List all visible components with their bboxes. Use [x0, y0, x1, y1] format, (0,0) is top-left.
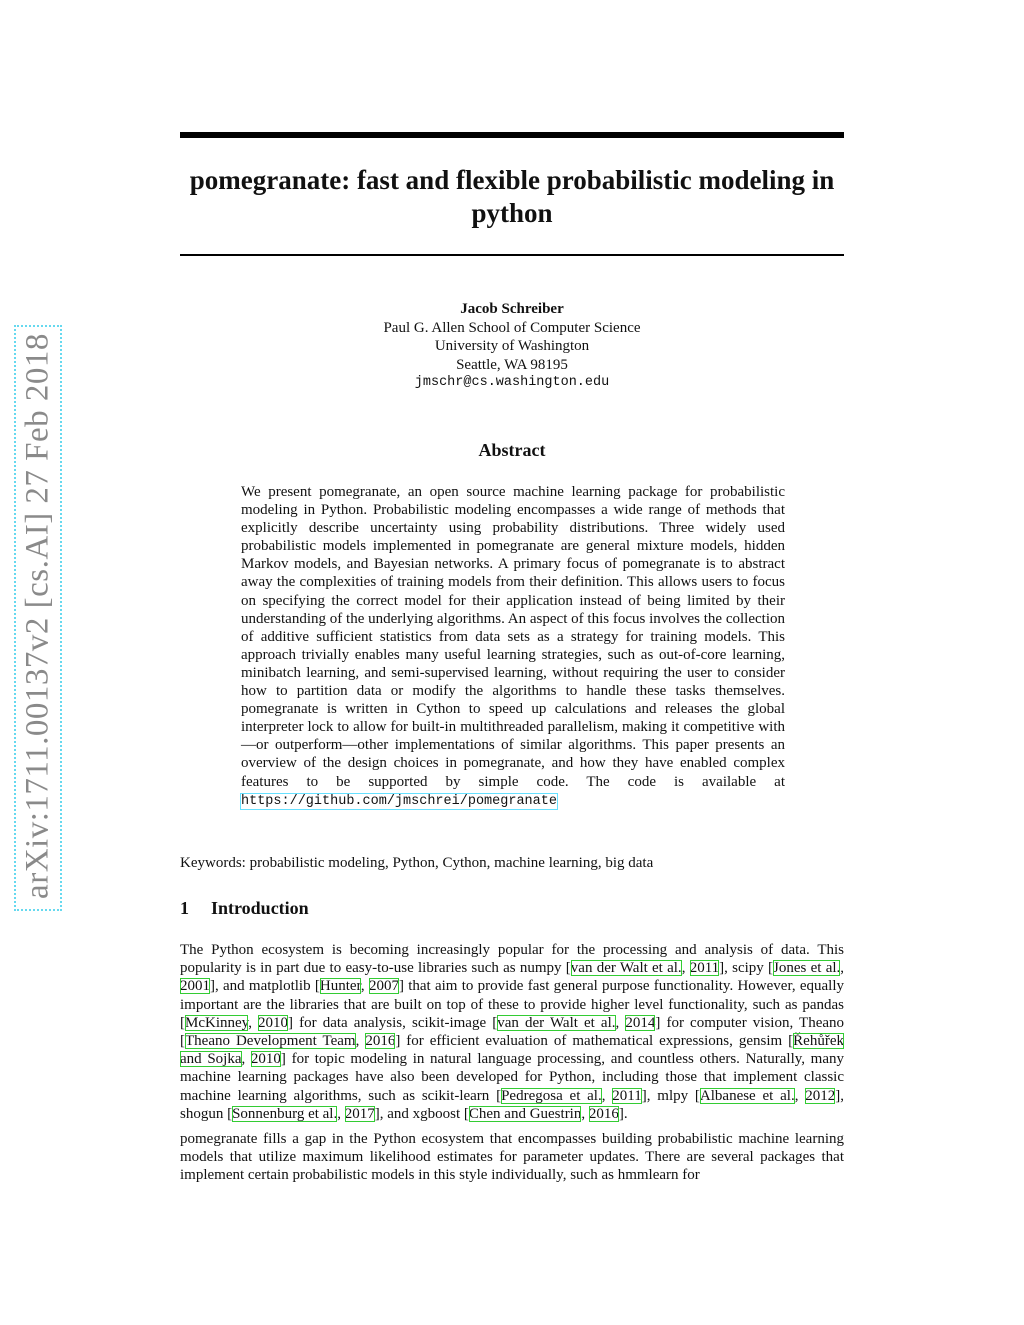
- text-run: ] that aim to provide fast general purpose functionality. However, equally important are the libraries that are built on top of these to provide higher level functionality, such as pandas [: [180, 978, 845, 1031]
- citation-link[interactable]: Albanese et al.: [699, 1087, 795, 1104]
- text-run: ,: [337, 1105, 345, 1122]
- text-run: ], and xgboost [: [374, 1105, 469, 1122]
- section-title: Introduction: [211, 898, 309, 918]
- arxiv-stamp-text: arXiv:1711.00137v2 [cs.AI] 27 Feb 2018: [19, 333, 56, 899]
- citation-link[interactable]: Chen and Guestrin: [468, 1105, 582, 1122]
- text-run: ,: [601, 1087, 613, 1104]
- author-location: Seattle, WA 98195: [456, 356, 568, 373]
- citation-link[interactable]: Řehůřek and Sojka: [180, 1033, 844, 1068]
- citation-link[interactable]: Jones et al.: [773, 960, 841, 977]
- text-run: ], scipy [: [719, 960, 774, 977]
- citation-link[interactable]: 2017: [344, 1105, 375, 1122]
- abstract-body: [241, 483, 785, 811]
- citation-link[interactable]: 2007: [368, 978, 399, 995]
- text-run: The Python ecosystem is becoming increasingly popular for the processing and analysis of data. This popularity is in part due to easy-to-use libraries such as numpy [: [180, 942, 844, 977]
- text-run: ,: [241, 1051, 251, 1068]
- section-number: 1: [180, 898, 189, 918]
- title-bottom-rule: [180, 254, 844, 256]
- citation-link[interactable]: Theano Development Team: [185, 1033, 356, 1050]
- text-run: ,: [840, 960, 845, 977]
- citation-link[interactable]: Sonnenburg et al.: [232, 1105, 338, 1122]
- citation-link[interactable]: 2001: [180, 978, 210, 995]
- arxiv-identifier-stamp[interactable]: [14, 325, 62, 911]
- citation-link[interactable]: 2016: [365, 1033, 396, 1050]
- intro-paragraph-1: [180, 941, 844, 1123]
- citation-link[interactable]: 2014: [625, 1014, 656, 1031]
- text-run: ].: [618, 1105, 628, 1122]
- citation-link[interactable]: 2012: [805, 1087, 836, 1104]
- github-link[interactable]: https://github.com/jmschrei/pomegranate: [241, 793, 557, 809]
- text-run: ,: [248, 1014, 259, 1031]
- text-run: ] for computer vision, Theano [: [180, 1014, 845, 1050]
- citation-link[interactable]: McKinney: [185, 1014, 249, 1031]
- citation-link[interactable]: 2011: [689, 960, 720, 977]
- text-run: ,: [615, 1014, 626, 1031]
- citation-link[interactable]: van der Walt et al.: [497, 1014, 616, 1031]
- citation-link[interactable]: 2010: [250, 1051, 281, 1068]
- paper-title: pomegranate: fast and flexible probabilistic modeling in python: [189, 165, 835, 228]
- citation-link[interactable]: 2011: [612, 1087, 642, 1104]
- introduction-body: [180, 941, 844, 1192]
- text-run: ,: [355, 1033, 366, 1050]
- text-run: ,: [794, 1087, 806, 1104]
- text-run: ], mlpy [: [641, 1087, 700, 1104]
- citation-link[interactable]: Hunter: [319, 978, 361, 995]
- text-run: ] for efficient evaluation of mathematical expressions, gensim [: [395, 1033, 794, 1050]
- text-run: ] for data analysis, scikit-image [: [288, 1014, 498, 1031]
- section-heading-introduction: [180, 898, 844, 919]
- author-block: [180, 300, 844, 393]
- citation-link[interactable]: Pedregosa et al.: [501, 1087, 602, 1104]
- author-email: jmschr@cs.washington.edu: [414, 375, 610, 390]
- citation-link[interactable]: 2016: [588, 1105, 619, 1122]
- author-university: University of Washington: [434, 338, 590, 354]
- text-run: ,: [581, 1105, 589, 1122]
- text-run: ], shogun [: [180, 1087, 845, 1122]
- citation-link[interactable]: 2010: [258, 1014, 289, 1031]
- author-name: Jacob Schreiber: [460, 301, 564, 317]
- abstract-text: We present pomegranate, an open source machine learning package for probabilistic modeling in Python. Probabilistic modeling encompasses a wide range of methods that explicitly describe uncertainty using probability distributions. Three widely used probabilistic models implemented in pomegranate are general mixture models, hidden Markov models, and Bayesian networks. A primary focus of pomegranate is to abstract away the complexities of training models from their definition. This allows users to focus on specifying the correct model for their application instead of being limited by their understanding of the underlying algorithms. An aspect of this focus involves the collection of additive sufficient statistics from data sets as a strategy for training models. This approach trivially enables many useful learning strategies, such as out-of-core learning, minibatch learning, and semi-supervised learning, without requiring the user to consider how to partition data or modify the algorithms to handle these tasks themselves. pomegranate is written in Cython to speed up calculations and releases the global interpreter lock to allow for built-in multithreaded parallelism, making it competitive with—or outperform—other implementations of similar algorithms. This paper presents an overview of the design choices in pomegranate, and how they have enabled complex features to be supported by simple code. The code is available at: [241, 484, 785, 790]
- abstract-heading: Abstract: [478, 440, 546, 460]
- title-top-rule: [180, 132, 844, 138]
- text-run: ,: [360, 978, 369, 995]
- intro-paragraph-2: pomegranate fills a gap in the Python ecosystem that encompasses building probabilistic machine learning models that utilize maximum likelihood estimates for parameter updates. There are several packages that implement certain probabilistic models in this style individually, such as hmmlearn for: [180, 1131, 844, 1184]
- citation-link[interactable]: van der Walt et al.: [570, 960, 682, 977]
- keywords-line: Keywords: probabilistic modeling, Python, Cython, machine learning, big data: [180, 855, 654, 871]
- text-run: ] for topic modeling in natural language processing, and countless others. Naturally, many machine learning packages have also been developed for Python, including those that implement classic machine learning algorithms, such as scikit-learn [: [180, 1051, 845, 1104]
- author-department: Paul G. Allen School of Computer Science: [383, 319, 641, 336]
- text-run: ], and matplotlib [: [210, 978, 320, 995]
- text-run: ,: [681, 960, 690, 977]
